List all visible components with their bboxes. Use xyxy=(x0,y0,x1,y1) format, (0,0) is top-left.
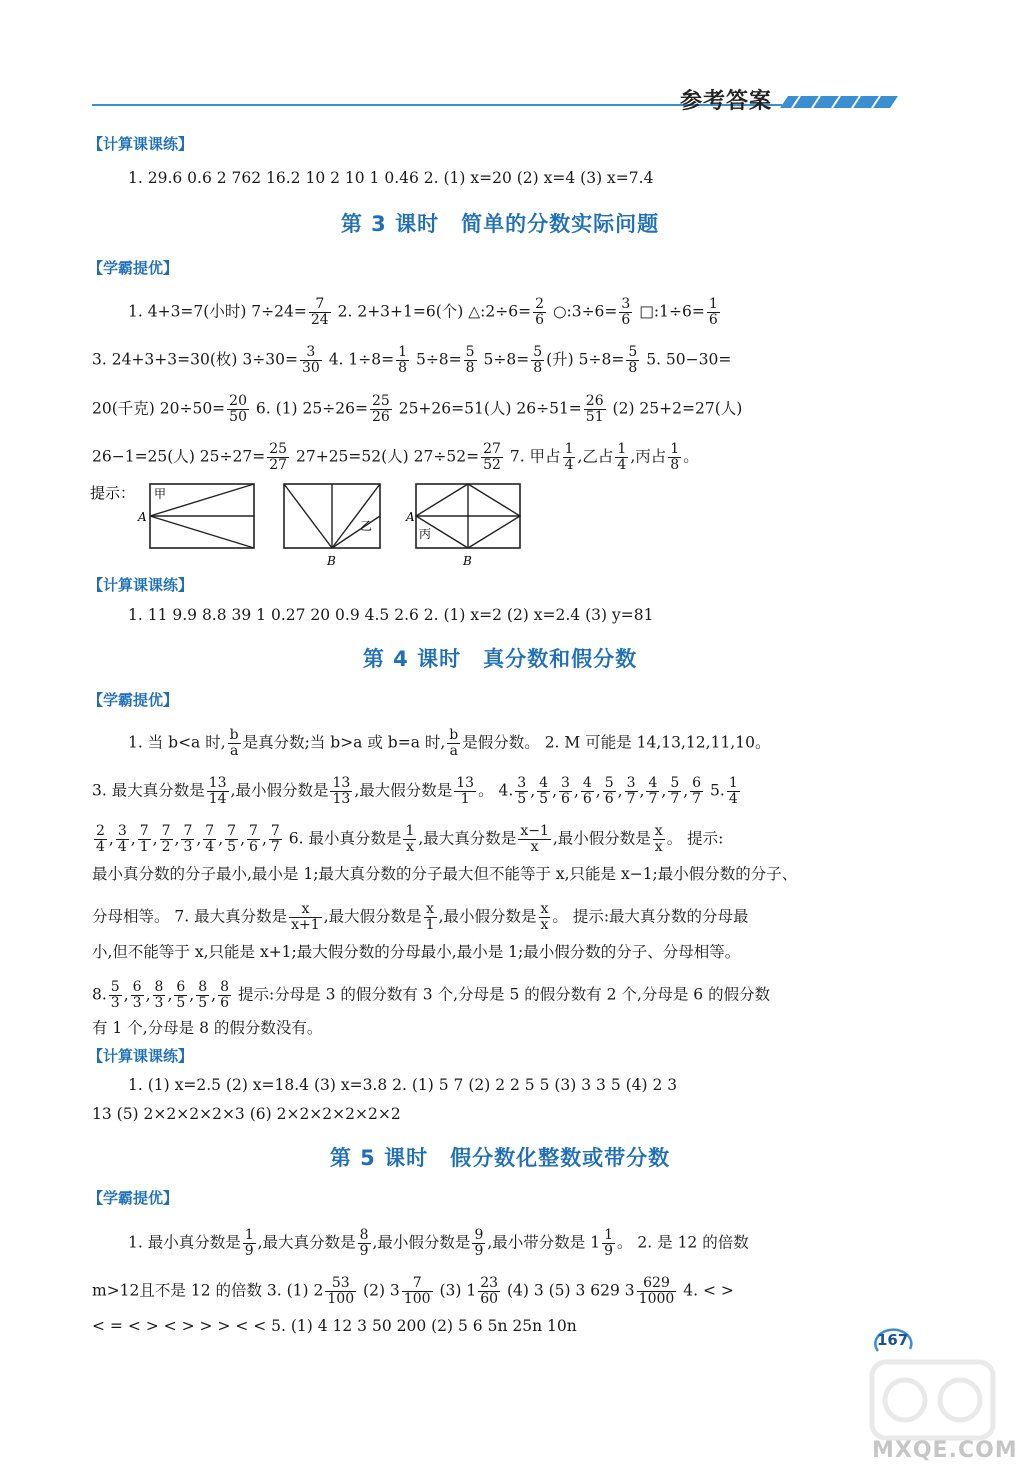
answer-line: 20(千克) 20÷50= $\frac{20}{50}$ 6. (1) 25÷26= $\frac{25}{26}$ 25+26=51(人) 26÷51= $\frac{26}{51}$ (2) 25+2=27(人) xyxy=(92,393,743,425)
fraction: $\frac{8}{3}$ xyxy=(154,979,164,1011)
section-title-5: 第 5 课时 假分数化整数或带分数 xyxy=(329,1146,671,1170)
tag-jisuan: 【计算课课练】 xyxy=(88,135,194,153)
label-B-1: B xyxy=(327,554,336,568)
fraction: $\frac{4}{7}$ xyxy=(648,775,658,807)
tag-jisuan: 【计算课课练】 xyxy=(88,1047,194,1065)
answer-line: 1. 11 9.9 8.8 39 1 0.27 20 0.9 4.5 2.6 2. (1) x=2 (2) x=2.4 (3) y=81 xyxy=(128,606,654,624)
header-title: 参考答案 xyxy=(680,89,773,114)
answer-line: $\frac{2}{4}$ , $\frac{3}{4}$ , $\frac{7}{1}$ , $\frac{7}{2}$ , $\frac{7}{3}$ , $\frac{7}{4}$ , $\frac{7}{5}$ , $\frac{7}{6}$ , $\frac{7}{7}$ 6. 最小真分数是 $\frac{1}{x}$ ,最大真分数是 $\frac{x-1}{x}$ ,最小假分数是 $\frac{x}{x}$ 。 提示: xyxy=(96,823,724,855)
tag-xueba: 【学霸提优】 xyxy=(88,691,179,709)
label-jia: 甲 xyxy=(154,487,167,501)
hint-figures xyxy=(90,478,570,573)
answer-line: 26−1=25(人) 25÷27= $\frac{25}{27}$ 27+25=52(人) 27÷52= $\frac{27}{52}$ 7. 甲占 $\frac{1}{4}$ ,乙占 $\frac{1}{4}$ ,丙占 $\frac{1}{8}$ 。 xyxy=(92,441,699,473)
section-title-3: 第 3 课时 简单的分数实际问题 xyxy=(340,212,660,236)
tag-xueba: 【学霸提优】 xyxy=(88,1189,179,1207)
fraction: $\frac{7}{2}$ xyxy=(161,823,171,855)
fraction: $\frac{4}{5}$ xyxy=(539,775,549,807)
fraction: $\frac{8}{6}$ xyxy=(220,979,230,1011)
page-number: 167 xyxy=(877,1331,909,1349)
answer-line: 13 (5) 2×2×2×2×3 (6) 2×2×2×2×2×2 xyxy=(92,1105,401,1123)
fraction: $\frac{6}{3}$ xyxy=(132,979,142,1011)
fraction: $\frac{7}{6}$ xyxy=(249,823,258,855)
answer-line: 1. 最小真分数是 $\frac{1}{9}$ ,最大真分数是 $\frac{8}{9}$ ,最小假分数是 $\frac{9}{9}$ ,最小带分数是 1 $\frac{1}{9}$ 。 2. 是 12 的倍数 xyxy=(128,1227,749,1259)
label-B-2: B xyxy=(463,554,472,568)
fraction: $\frac{5}{3}$ xyxy=(110,979,120,1011)
fraction: $\frac{3}{6}$ xyxy=(561,775,570,807)
fraction: $\frac{4}{6}$ xyxy=(582,775,592,807)
fraction: $\frac{7}{4}$ xyxy=(205,823,215,855)
answer-line: m>12且不是 12 的倍数 3. (1) 2 $\frac{53}{100}$ (2) 3 $\frac{7}{100}$ (3) 1 $\frac{23}{60}$ (4) 3 (5) 3 629 3 $\frac{629}{1000}$ 4. < > xyxy=(92,1275,734,1307)
answer-line: 1. (1) x=2.5 (2) x=18.4 (3) x=3.8 2. (1) 5 7 (2) 2 2 5 5 (3) 3 3 5 (4) 2 3 xyxy=(128,1076,678,1094)
tag-jisuan: 【计算课课练】 xyxy=(88,576,194,594)
fraction: $\frac{6}{7}$ xyxy=(692,775,702,807)
header-decoration xyxy=(780,94,900,110)
hint-label: 提示： xyxy=(90,484,136,502)
tag-xueba: 【学霸提优】 xyxy=(88,259,179,277)
answer-line: 1. 4+3=7(小时) 7÷24= $\frac{7}{24}$ 2. 2+3+1=6(个) △:2÷6= $\frac{2}{6}$ ○:3÷6= $\frac{3}{6}$ □:1÷6= $\frac{1}{6}$ xyxy=(128,296,718,328)
watermark-text: MXQE.COM xyxy=(872,1438,1018,1463)
fraction: $\frac{3}{5}$ xyxy=(517,775,527,807)
label-A-2: A xyxy=(406,510,415,524)
label-A: A xyxy=(138,510,147,524)
fraction: $\frac{3}{4}$ xyxy=(117,823,127,855)
fraction: $\frac{7}{7}$ xyxy=(270,823,280,855)
answer-line: 最小真分数的分子最小,最小是 1;最大真分数的分子最大但不能等于 x,只能是 x−1;最小假分数的分子、 xyxy=(92,865,798,883)
answer-line: 分母相等。 7. 最大真分数是 $\frac{x}{x+1}$ ,最大假分数是 $\frac{x}{1}$ ,最小假分数是 $\frac{x}{x}$ 。 提示:最大真分数的分母最 xyxy=(92,901,749,933)
answer-line: 有 1 个,分母是 8 的假分数没有。 xyxy=(92,1019,323,1037)
answer-line: 1. 29.6 0.6 2 762 16.2 10 2 10 1 0.46 2. (1) x=20 (2) x=4 (3) x=7.4 xyxy=(128,169,654,187)
answer-line: 1. 当 b<a 时, $\frac{b}{a}$ 是真分数;当 b>a 或 b=a 时, $\frac{b}{a}$ 是假分数。 2. M 可能是 14,13,12,11,10。 xyxy=(128,727,771,759)
fraction: $\frac{5}{6}$ xyxy=(604,775,614,807)
label-yi: 乙 xyxy=(360,519,373,533)
answer-line: 小,但不能等于 x,只能是 x+1;最大假分数的分母最小,最小是 1;最小假分数的分子、分母相等。 xyxy=(92,943,741,961)
fraction: $\frac{2}{4}$ xyxy=(96,823,105,855)
fraction: $\frac{5}{7}$ xyxy=(670,775,680,807)
label-bing: 丙 xyxy=(419,527,432,541)
fraction: $\frac{6}{5}$ xyxy=(176,979,186,1011)
fraction: $\frac{7}{5}$ xyxy=(227,823,237,855)
fraction: $\frac{3}{7}$ xyxy=(626,775,636,807)
answer-line: 8. $\frac{5}{3}$ , $\frac{6}{3}$ , $\frac{8}{3}$ , $\frac{6}{5}$ , $\frac{8}{5}$ , $\frac{8}{6}$ 提示:分母是 3 的假分数有 3 个,分母是 5 的假分数有 2 个,分母是 6 的假分数 xyxy=(92,979,771,1011)
answer-line: < = < > < > > > < < 5. (1) 4 12 3 50 200 (2) 5 6 5n 25n 10n xyxy=(92,1317,577,1335)
fraction: $\frac{7}{3}$ xyxy=(183,823,193,855)
fraction: $\frac{8}{5}$ xyxy=(198,979,208,1011)
answer-line: 3. 24+3+3=30(枚) 3÷30= $\frac{3}{30}$ 4. 1÷8= $\frac{1}{8}$ 5÷8= $\frac{5}{8}$ 5÷8= $\frac{5}{8}$ (升) 5÷8= $\frac{5}{8}$ 5. 50−30= xyxy=(92,344,732,376)
header-rule xyxy=(92,104,782,106)
answer-line: 3. 最大真分数是 $\frac{13}{14}$ ,最小假分数是 $\frac{13}{13}$ ,最大假分数是 $\frac{13}{1}$ 。 4. $\frac{3}{5}$ , $\frac{4}{5}$ , $\frac{3}{6}$ , $\frac{4}{6}$ , $\frac{5}{6}$ , $\frac{3}{7}$ , $\frac{4}{7}$ , $\frac{5}{7}$ , $\frac{6}{7}$ 5. $\frac{1}{4}$ xyxy=(92,775,738,807)
fraction: $\frac{7}{1}$ xyxy=(139,823,149,855)
section-title-4: 第 4 课时 真分数和假分数 xyxy=(362,647,638,671)
